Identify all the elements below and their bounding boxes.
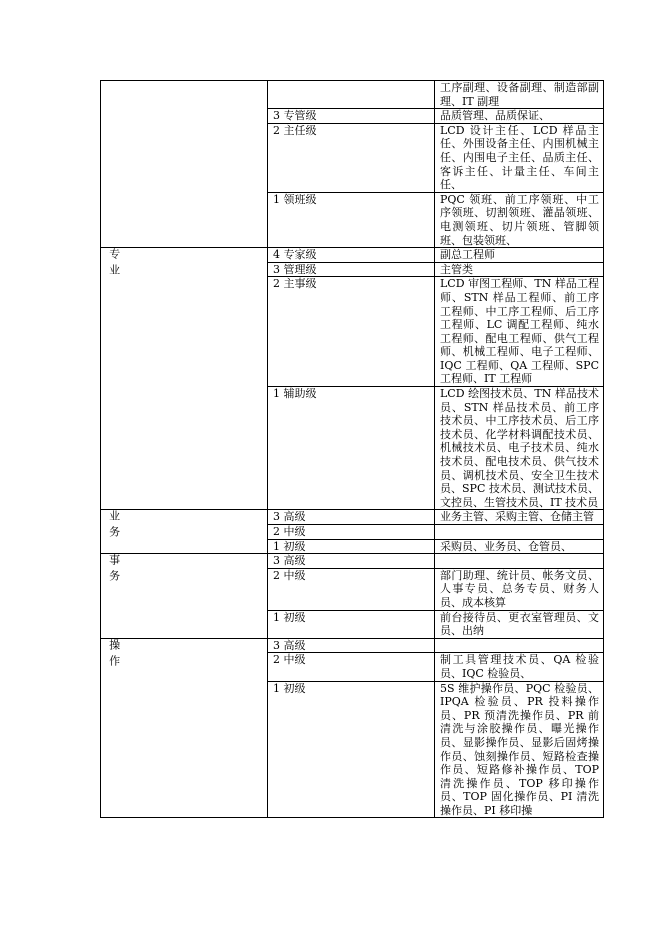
roles-cell bbox=[435, 638, 604, 653]
roles-cell: 前台接待员、更衣室管理员、文员、出纳 bbox=[435, 610, 604, 638]
level-cell: 4 专家级 bbox=[268, 248, 435, 263]
position-level-table bbox=[100, 80, 604, 818]
level-cell: 3 专管级 bbox=[268, 109, 435, 124]
category-label: 业务 bbox=[107, 510, 121, 543]
roles-cell: 主管类 bbox=[435, 262, 604, 277]
roles-cell: 业务主管、采购主管、仓储主管 bbox=[435, 510, 604, 525]
roles-cell: 5S 维护操作员、PQC 检验员、IPQA 检验员、PR 投料操作员、PR 预清洗操作员、PR 前清洗与涂胶操作员、曝光操作员、显影操作员、显影后固烤操作员、蚀刻操作员、短路检查操作员、短路修补操作员、TOP 清洗操作员、TOP 移印操作员、TOP 固化操作员、PI 清洗操作员、PI 移印操 bbox=[435, 681, 604, 818]
table-row bbox=[101, 81, 604, 109]
level-cell: 2 中级 bbox=[268, 525, 435, 540]
roles-cell: 工序副理、设备副理、制造部副理、IT 副理 bbox=[435, 81, 604, 109]
level-cell: 1 初级 bbox=[268, 681, 435, 818]
table-row bbox=[101, 554, 604, 569]
roles-cell: PQC 领班、前工序领班、中工序领班、切割领班、灌晶领班、电测领班、切片领班、管脚领班、包装领班、 bbox=[435, 192, 604, 247]
roles-cell: 副总工程师 bbox=[435, 248, 604, 263]
category-cell-operation bbox=[101, 638, 268, 818]
table-row bbox=[101, 510, 604, 525]
level-cell: 2 主任级 bbox=[268, 123, 435, 192]
level-cell: 1 初级 bbox=[268, 610, 435, 638]
roles-cell bbox=[435, 554, 604, 569]
roles-cell: 品质管理、品质保证、 bbox=[435, 109, 604, 124]
roles-cell: 采购员、业务员、仓管员、 bbox=[435, 539, 604, 554]
level-cell: 2 主事级 bbox=[268, 277, 435, 387]
level-cell: 1 辅助级 bbox=[268, 387, 435, 510]
level-cell bbox=[268, 81, 435, 109]
level-cell: 3 高级 bbox=[268, 554, 435, 569]
level-cell: 3 管理级 bbox=[268, 262, 435, 277]
roles-cell: LCD 绘图技术员、TN 样品技术员、STN 样品技术员、前工序技术员、中工序技术员、后工序技术员、化学材料调配技术员、机械技术员、电子技术员、纯水技术员、配电技术员、供气技术员、调机技术员、安全卫生技术员、SPC 技术员、测试技术员、文控员、生管技术员、IT 技术员 bbox=[435, 387, 604, 510]
category-cell-business bbox=[101, 510, 268, 554]
level-cell: 2 中级 bbox=[268, 653, 435, 681]
category-cell-professional bbox=[101, 248, 268, 510]
level-cell: 1 领班级 bbox=[268, 192, 435, 247]
roles-cell: 部门助理、统计员、帐务文员、人事专员、总务专员、财务人员、成本核算 bbox=[435, 568, 604, 610]
category-cell-continued bbox=[101, 81, 268, 248]
level-cell: 2 中级 bbox=[268, 568, 435, 610]
table-row bbox=[101, 248, 604, 263]
level-cell: 3 高级 bbox=[268, 510, 435, 525]
category-label: 专业 bbox=[107, 248, 121, 281]
category-label: 事务 bbox=[107, 554, 121, 587]
category-label: 操作 bbox=[107, 638, 121, 671]
roles-cell: LCD 设计主任、LCD 样品主任、外围设备主任、内围机械主任、内围电子主任、品质主任、客诉主任、计量主任、车间主任、 bbox=[435, 123, 604, 192]
level-cell: 1 初级 bbox=[268, 539, 435, 554]
roles-cell: 制工具管理技术员、QA 检验员、IQC 检验员、 bbox=[435, 653, 604, 681]
level-cell: 3 高级 bbox=[268, 638, 435, 653]
table-row bbox=[101, 638, 604, 653]
roles-cell: LCD 审图工程师、TN 样品工程师、STN 样品工程师、前工序工程师、中工序工程师、后工序工程师、LC 调配工程师、纯水工程师、配电工程师、供气工程师、机械工程师、电子工程师、IQC 工程师、QA 工程师、SPC 工程师、IT 工程师 bbox=[435, 277, 604, 387]
category-cell-affairs bbox=[101, 554, 268, 639]
roles-cell bbox=[435, 525, 604, 540]
